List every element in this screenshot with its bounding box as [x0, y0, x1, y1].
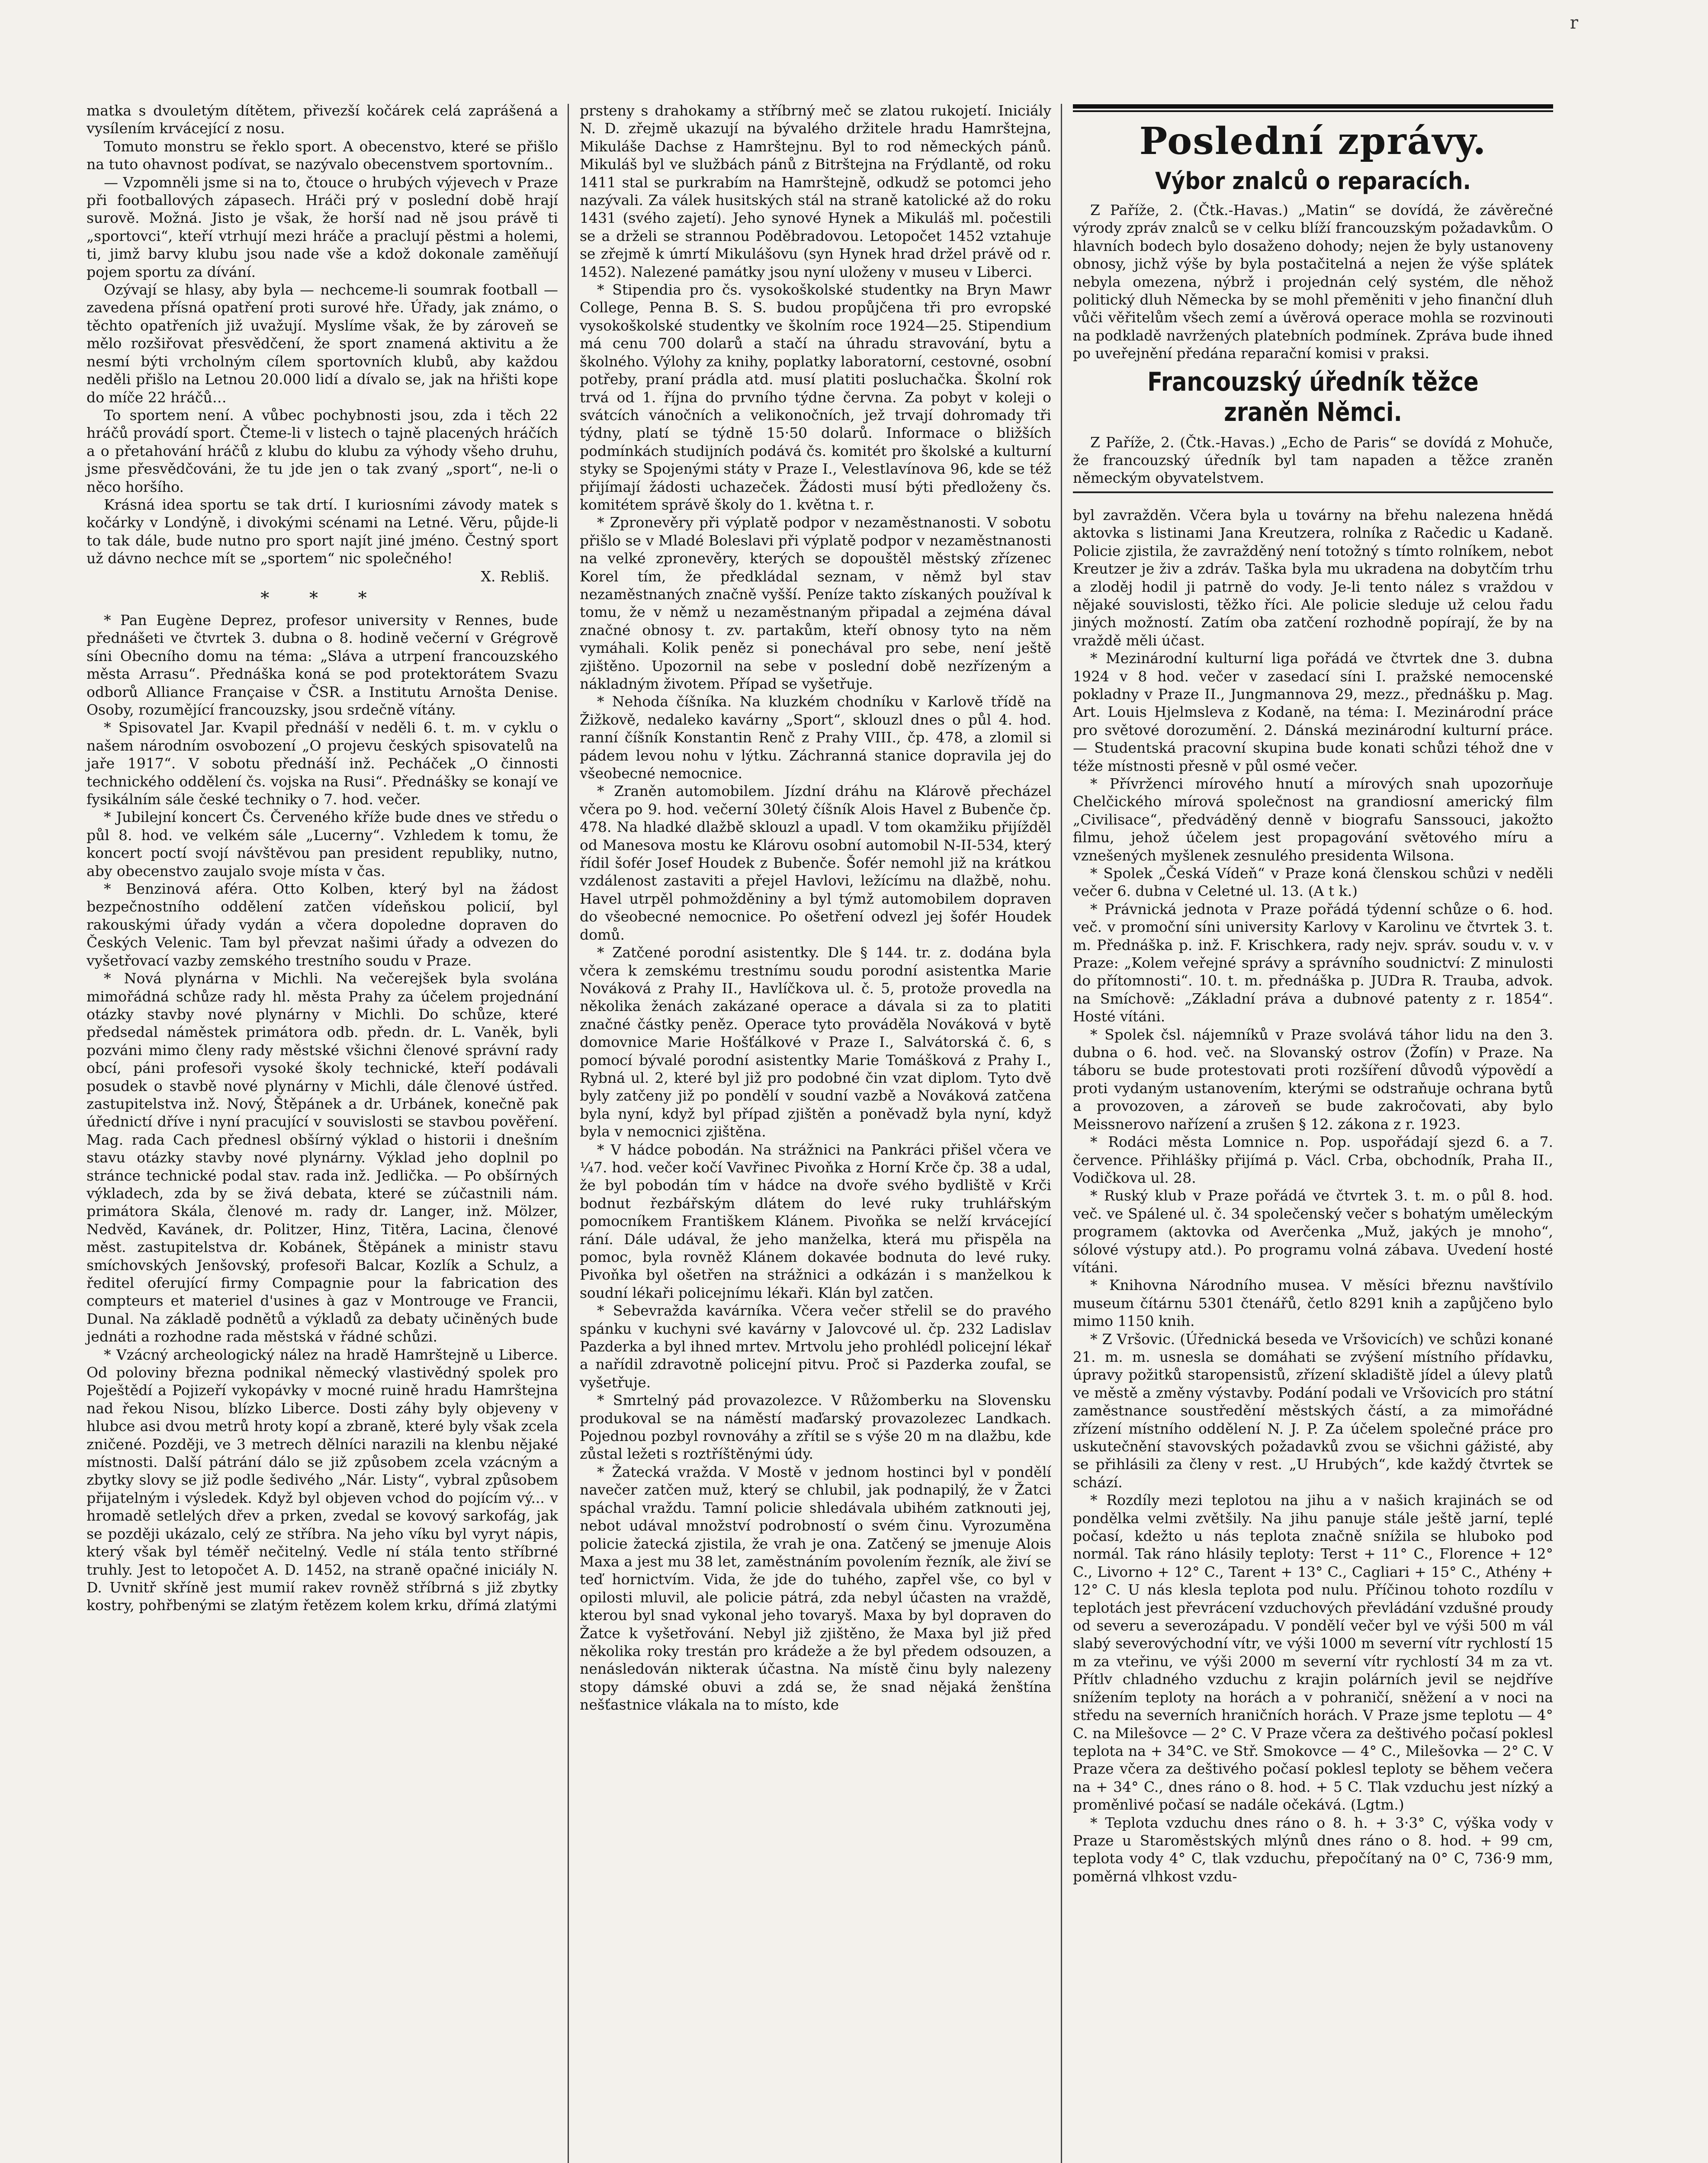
news-item: * Sebevražda kavárníka. Včera večer střelil se do pravého spánku v kuchyni své kavárny v Jalovcové ul. čp. 232 Ladislav Pazderka a byl ihned mrtev. Mrtvolu jeho prohlédl policejní lékař a nařídil zdravotně policejní pitvu. Proč si Pazderka zoufal, se vyšetřuje. — [580, 1302, 1056, 1391]
article-text: — Vzpomněli jsme si na to, čtouce o hrubých výjevech v Praze při footballových zápasech. Hráči prý v poslední době hrají surově. Možná. Jisto je však, že horší nad ně jsou právě ti „sportovci“, kteří vtrhují mezi hráče a praclují pěstmi a holemi, ti, jimž barvy klubu jsou nade vše a kdož dokonale zaměňují pojem sportu za dívání. — [87, 173, 563, 280]
news-item: * Teplota vzduchu dnes ráno o 8. h. + 3·3° C, výška vody v Praze u Staroměstských mlýnů dnes ráno o 8. hod. + 99 cm, teplota vody 4° C, tlak vzduchu, přepočítaný na 0° C, 736·9 mm, poměrná vlhkost vzdu- — [1073, 1814, 1558, 1885]
headline: Výbor znalců o reparacích. — [1155, 167, 1471, 195]
news-item: Z Paříže, 2. (Čtk.-Havas.) „Echo de Paris“ se dovídá z Mohuče, že francouzský úředník byl tam napaden a těžce zraněn německým obyvatelstvem. — [1073, 433, 1558, 487]
headline: Francouzský úředník těžce zraněn Němci. — [1147, 366, 1479, 427]
heavy-rule — [1073, 104, 1553, 109]
asterism-separator: * * * — [260, 588, 384, 608]
news-item: * Vzácný archeologický nález na hradě Hamrštejně u Liberce. Od poloviny března podnikal německý vlastivědný spolek pro Poještědí a Pojizeří vykopávky v mocné ruině hradu Hamrštejna nad řekou Nisou, blízko Liberce. Dosti záhy byly objeveny v hlubce asi dvou metrů hroty kopí a zbraně, které byly však zcela zničené. Později, ve 3 metrech dělníci narazili na klenbu nějaké místnosti. Další pátrání dálo se již způsobem zcela vzácným a zbytky slovy se již podle šedivého „Nár. Listy“, vybral způsobem přijatelným i výsledek. Když byl objeven vchod do pojícím vý... v hromadě setlelých dřev a prken, zvedal se kovový sarkofág, jak se později ukázalo, celý ze stříbra. Na jeho víku byl vyryt nápis, který však byl téměř nečitelný. Vedle ní stála tento stříbrné truhly. Jest to letopočet A. D. 1452, na straně opačné iniciály N. D. Uvnitř skříně jest mumií rakev rovněž stříbrná s již zbytky kostry, pohřbenými se zlatým řetězem kolem krku, dřímá zlatými — [87, 1346, 563, 1614]
article-text: Krásná idea sportu se tak drtí. I kuriosními závody matek s kočárky v Londýně, i divokými scénami na Letné. Věru, půjde-li to tak dále, bude nutno pro sport najít jiné jméno. Čestný sport už dávno nechce mít se „sportem“ nic společného! — [87, 496, 563, 567]
news-item: * Rodáci města Lomnice n. Pop. uspořádají sjezd 6. a 7. července. Přihlášky přijímá p. Václ. Crba, obchodník, Praha II., Vodičkova ul. 28. — [1073, 1133, 1558, 1186]
column-rule-1 — [568, 104, 569, 2163]
news-item: * Nehoda číšníka. Na kluzkém chodníku v Karlově třídě na Žižkově, nedaleko kavárny „Sport“, sklouzl dnes o půl 4. hod. ranní číšník Konstantin Renč z Prahy VIII., čp. 478, a zlomil si pádem levou nohu v lýtku. Záchranná stanice dopravila jej do všeobecné nemocnice. — [580, 693, 1056, 782]
news-item: * Benzinová aféra. Otto Kolben, který byl na žádost bezpečnostního oddělení zatčen vídeňskou policií, byl rakouskými úřady vydán a včera dopoledne dopraven do Českých Velenic. Tam byl převzat našimi úřady a odvezen do vyšetřovací vazby zemského trestního soudu v Praze. — [87, 880, 563, 969]
latest-news-box — [1073, 104, 1558, 493]
news-item: * Knihovna Národního musea. V měsíci březnu navštívilo museum čítárnu 5301 čtenářů, četlo 8291 knih a zapůjčeno bylo mimo 1150 knih. — [1073, 1277, 1558, 1330]
column-3 — [1073, 102, 1558, 2163]
news-item: * Smrtelný pád provazolezce. V Růžomberku na Slovensku produkoval se na náměstí maďarský provazolezec Landkach. Pojednou pozbyl rovnováhy a zřítil se s výše 20 m na dlažbu, kde zůstal ležeti s roztříštěnými údy. — [580, 1392, 1056, 1463]
column-rule-2 — [1061, 104, 1062, 2163]
article-text: matka s dvouletým dítětem, přivezší kočárek celá zaprášená a vysílením krvácející z nosu. — [87, 102, 563, 137]
corner-mark: r — [1570, 13, 1578, 33]
thin-rule — [1073, 110, 1553, 112]
news-item: * Zatčené porodní asistentky. Dle § 144. tr. z. dodána byla včera k zemskému trestnímu soudu porodní asistentka Marie Nováková z Prahy II., Havlíčkova ul. č. 5, protože provedla na několika ženách zakázané operace a dávala si za to platiti značné částky peněz. Operace tyto prováděla Nováková v bytě domovnice Marie Hošťálkové v Praze I., Salvátorská č. 6, s pomocí bývalé porodní asistentky Marie Tomášková z Prahy I., Rybná ul. 2, které byl již pro podobné čin vzat diplom. Tyto dvě byly zatčeny již po pondělí v soudní vazbě a Nováková zatčena byla nyní, když byl případ zjištěn a poněvadž byla nyní, když byla v nemocnici zjištěna. — [580, 944, 1056, 1140]
news-item: * Nová plynárna v Michli. Na večerejšek byla svolána mimořádná schůze rady hl. města Prahy za účelem projednání otázky stavby nové plynárny v Michli. Do schůze, které předsedal náměstek primátora odb. předn. dr. L. Vaněk, byli pozváni mimo členy rady městské všichni členové správní rady obcí, páni profesoři vysoké školy technické, kteří podávali posudek o stavbě nové plynárny v Michli, dále členové ústřed. zastupitelstva inž. Nový, Štěpánek a dr. Urbánek, konečně pak úřednictí dříve i nyní pracující v souvislosti se stavbou pověření. Mag. rada Cach přednesl obšírný výklad o historii i dnešním stavu otázky stavby nové plynárny. Výklad jeho doplnil po stránce technické podal stav. rada inž. Jedlička. — Po obšírných výkladech, zda by se živá debata, které se zúčastnili nám. primátora Skála, členové m. rady dr. Langer, inž. Mölzer, Nedvěd, Kavánek, dr. Politzer, Hinz, Titěra, Lacina, členové měst. zastupitelstva dr. Kobánek, Štěpánek a ministr stavu smíchovských Jenšovský, profesoři Balcar, Kozlík a Schulz, a ředitel oferující firmy Compagnie pour la fabrication des compteurs et materiel d'usines à gaz v Montrouge ve Francii, Dunal. Na základě podnětů a výkladů za debaty učiněných bude jednáti a rozhodne rada městská v řádné schůzi. — [87, 970, 563, 1345]
news-item: * Rozdíly mezi teplotou na jihu a v našich krajinách se od pondělka velmi zvětšily. Na jihu panuje stále ještě jarní, teplé počasí, kdežto u nás teplota značně snížila se hluboko pod normál. Tak ráno hlásily teploty: Terst + 11° C., Florence + 12° C., Livorno + 12° C., Tarent + 13° C., Cagliari + 15° C., Athény + 12° C. U nás klesla teplota pod nulu. Příčinou tohoto rozdílu v teplotách jest převrácení vzduchových převládání vzdušné proudy od severu a severozápadu. V pondělí večer byl ve výši 500 m vál slabý severovýchodní vítr, ve výši 1000 m severní vítr rychlostí 15 m za vteřinu, ve výši 2000 m severní vítr rychlostí 34 m za vt. Přítlv chladného vzduchu z krajin polárních jevil se nejdříve snížením teploty na horách a v pohraničí, sněžení a v noci na středu na severních hraničních horách. V Praze jsme teplotu — 4° C. na Milešovce — 2° C. V Praze včera za deštivého počasí poklesl teplota na + 34°C. ve Stř. Smokovce — 4° C., Milešovka — 2° C. V Praze včera za deštivého počasí poklesl teploty se během večera na + 34° C., dnes ráno o 8. hod. + 5 C. Tlak vzduchu jest nízký a proměnlivé počasí se nadále očekává. (Lgtm.) — [1073, 1492, 1558, 1813]
news-item: * Právnická jednota v Praze pořádá týdenní schůze o 6. hod. več. v promoční síni university Karlovy v Karolinu ve čtvrtek 3. t. m. Přednáška p. inž. F. Krischkera, rady nejv. správ. soudu v. v. v Praze: „Kolem veřejné správy a správního soudnictví: Z minulosti do přítomnosti“. 10. t. m. přednáška p. JUDra R. Trauba, advok. na Smíchově: „Základní práva a dubnové patenty z r. 1854“. Hosté vítáni. — [1073, 900, 1558, 1025]
news-item: byl zavražděn. Včera byla u továrny na břehu nalezena hnědá aktovka s listinami Jana Kreutzera, rolníka z Račedic u Kadaně. Policie zjistila, že zavražděný není totožný s tímto rolníkem, nebot Kreutzer je živ a zdráv. Taška byla mu ukradena na dobytčím trhu a zloděj hodil ji patrně do vody. Je-li tento nález s vraždou v nějaké souvislosti, těžko říci. Ale policie sleduje už celou řadu jiných možností. Zatím oba zatčení rozhodně popírají, že by na vraždě měli účast. — [1073, 506, 1558, 649]
news-item: * V hádce pobodán. Na strážnici na Pankráci přišel včera ve ¼7. hod. večer kočí Vavřinec Pivoňka z Horní Krče čp. 38 a udal, že byl pobodán tím v hádce na dvoře svého bydliště v Krči bodnut řezbářským dlátem do levé ruky truhlářským pomocníkem Františkem Klánem. Pivoňka se nelží krvácející rání. Dále udával, že jeho manželka, která mu přispěla na pomoc, byla rovněž Klánem dokavée bodnuta do levé ruky. Pivoňka byl ošetřen na strážnici a odkázán i s manželkou k soudní lékaři policejnímu lékaři. Klán byl zatčen. — [580, 1141, 1056, 1301]
article-text: To sportem není. A vůbec pochybnosti jsou, zda i těch 22 hráčů provádí sport. Čteme-li v listech o tajně placených hráčích a o přetahování hráčů z klubu do klubu za výhody všeho druhu, jsme přesvědčováni, že tu jde jen o tak zvaný „sport“, ne-li o něco horšího. — [87, 406, 563, 495]
news-item: * Spolek „Česká Vídeň“ v Praze koná členskou schůzi v neděli večer 6. dubna v Celetné ul. 13. (A t k.) — [1073, 865, 1558, 900]
news-item: * Z Vršovic. (Úřednická beseda ve Vršovicích) ve schůzi konané 21. m. m. usnesla se domáhati se zvýšení místního přídavku, úpravy požitků staropensistů, zřízení skladiště jídel a úlevy platů ve městě a změny výstavby. Podání podali ve Vršovicích pro státní zaměstnance soustředění městských částí, a za mimořádné zřízení místního oddělení N. J. P. Za účelem společné práce pro uskutečnění stavovských požadavků zvou se všichni gážisté, aby se přihlásili za členy v rest. „U Hrubých“, kde každý čtvrtek se schází. — [1073, 1330, 1558, 1491]
news-item: * Zpronevěry při výplatě podpor v nezaměstnanosti. V sobotu přišlo se v Mladé Boleslavi při výplatě podpor v nezaměstnanosti na velké zpronevěry, kterých se dopouštěl městský zřízenec Korel tím, že předkládal seznam, v němž byl stav nezaměstnaných značně vyšší. Peníze takto získaných používal k tomu, že v němž u nezaměstnaným připadal a zejména dával značné obnosy t. zv. partakům, kteří obnosy tyto na něm vymáhali. Kolik peněz si ponechával pro sebe, není ještě zjištěno. Upozornil na sebe v poslední době nezřízeným a nákladným životem. Případ se vyšetřuje. — [580, 514, 1056, 692]
news-item: * Ruský klub v Praze pořádá ve čtvrtek 3. t. m. o půl 8. hod. več. ve Spálené ul. č. 34 společenský večer s bohatým uměleckým programem (aktovka od Averčenka „Muž, jakých je mnoho“, sólové výstupy atd.). Po programu volná zábava. Uvedení hosté vítáni. — [1073, 1187, 1558, 1276]
news-item: * Spisovatel Jar. Kvapil přednáší v neděli 6. t. m. v cyklu o našem národním osvobození „O projevu českých spisovatelů na jaře 1917“. V sobotu přednáší inž. Pecháček „O činnosti technického oddělení čs. vojska na Rusi“. Přednášky se konají ve fysikálním sále české techniky o 7. hod. večer. — [87, 719, 563, 808]
news-item: * Mezinárodní kulturní liga pořádá ve čtvrtek dne 3. dubna 1924 v 8 hod. večer v zasedací síni I. pražské nemocenské pokladny v Praze II., Jungmannova 29, mezz., přednášku p. Mag. Art. Louis Hjelmsleva z Kodaně, na téma: I. Mezinárodní práce pro světové dorozumění. 2. Dánská mezinárodní kulturní práce. — Studentská pracovní skupina bude konati schůzi téhož dne v téže místnosti přesně v půl osmé večer. — [1073, 650, 1558, 774]
news-item: * Stipendia pro čs. vysokoškolské studentky na Bryn Mawr College, Penna B. S. S. budou propůjčena tři pro evropské vysokoškolské studentky ve školním roce 1924—25. Stipendium má cenu 700 dolarů a stačí na úhradu stravování, bytu a školného. Výlohy za knihy, poplatky laboratorní, cestovné, osobní potřeby, praní prádla atd. musí platiti posluchačka. Školní rok trvá od 1. října do prvního týdne června. Za pobyt v koleji o svátcích vánočních a velikonočních, jež trvají dohromady tři týdny, platí se týdně 15·50 dolarů. Informace o bližších podmínkách studijních podává čs. komitét pro školské a kulturní styky se Spojenými státy v Praze I., Velestlavínova 96, kde se též přijímají žádosti uchazeček. Žádosti musí býti předloženy čs. komitétem správě školy do 1. května t. r. — [580, 281, 1056, 513]
column-1 — [87, 102, 563, 2163]
news-item: * Jubilejní koncert Čs. Červeného kříže bude dnes ve středu o půl 8. hod. ve velkém sále „Lucerny“. Vzhledem k tomu, že koncert poctí svojí návštěvou pan president republiky, nutno, aby obecenstvo zaujalo svoje místa v čas. — [87, 809, 563, 879]
column-2 — [580, 102, 1056, 2163]
news-item: * Přívrženci mírového hnutí a mírových snah upozorňuje Chelčického mírová společnost na grandiosní americký film „Civilisace“, předváděný denně v biografu Sanssouci, jakožto filmu, jehož účelem jest propagování světového míru a vznešených myšlenek zesnulého presidenta Wilsona. — [1073, 775, 1558, 864]
author-signature: X. Rebliš. — [481, 568, 549, 585]
news-item: prsteny s drahokamy a stříbrný meč se zlatou rukojetí. Iniciály N. D. zřejmě ukazují na bývalého držitele hradu Hamrštejna, Mikuláše Dachse z Hamrštejnu. Byl to rod německých pánů. Mikuláš byl ve službách pánů z Bitrštejna na Frýdlantě, od roku 1411 stal se purkrabím na Hamrštejně, odkudž se potomci jeho nazývali. Za válek husitských stál na straně katolické až do roku 1431 (svého zajetí). Jeho synové Hynek a Mikuláš ml. počestili se a drželi se strannou Poděbradovou. Letopočet 1452 vztahuje se zřejmě k úmrtí Mikulášovu (syn Hynek hrad držel právě od r. 1452). Nalezené památky jsou nyní uloženy v museu v Liberci. — [580, 102, 1056, 280]
news-item: * Spolek čsl. nájemníků v Praze svolává táhor lidu na den 3. dubna o 6. hod. več. na Slovanský ostrov (Žofín) v Praze. Na táboru se bude protestovati proti rozšíření důvodů výpovědí a proti vydaným ustanovením, kterými se odstraňuje ochrana bytů a provozoven, a zároveň se bude zakročovati, aby bylo Meissnerovo nařízení a zrušen § 12. zákona z r. 1923. — [1073, 1026, 1558, 1133]
article-text: Tomuto monstru se řeklo sport. A obecenstvo, které se přišlo na tuto ohavnost podívat, se nazývalo obecenstvem sportovním.. — [87, 138, 563, 173]
news-item: * Žatecká vražda. V Mostě v jednom hostinci byl v pondělí navečer zatčen muž, který se chlubil, jak podnapilý, že v Žatci spáchal vraždu. Tamní policie shledávala ubihém zatknouti jej, nebot udával množství podrobností o svém činu. Vyrozuměna policie žatecká zjistila, že vrah je ona. Zatčený se jmenuje Alois Maxa a jest mu 38 let, zaměstnáním povolením řezník, ale živí se teď hornictvím. Vida, že jde do tuhého, zapřel vše, co byl v opilosti mluvil, ale policie pátrá, zda nebyl účasten na vraždě, kterou byl snad vykonal jeho tovaryš. Maxa by byl dopraven do Žatce k vyšetřování. Nebyl již zjištěno, že Maxa byl již před několika roky trestán pro krádeže a že byl předem odsouzen, a nenásledován nikterak účastna. Na místě činu byly nalezeny stopy dámské obuvi a zdá se, že snad nějaká ženštína nešťastnice vlákala na to místo, kde — [580, 1463, 1056, 1714]
news-item: * Pan Eugène Deprez, profesor university v Rennes, bude přednášeti ve čtvrtek 3. dubna o 8. hodině večerní v Grégrově síni Obecního domu na téma: „Sláva a utrpení francouzského města Arrasu“. Přednáška koná se pod protektorátem Svazu odborů Alliance Française v ČSR. a Institutu Arnošta Denise. Osoby, rozumějící francouzsky, jsou srdečně vítány. — [87, 611, 563, 718]
article-text: Ozývají se hlasy, aby byla — nechceme-li soumrak football — zavedena přísná opatření proti surové hře. Úřady, jak známo, o těchto opatřeních již uvažují. Myslíme však, že by zároveň se mělo rozšiřovat přesvědčení, že sport znamená aktivitu a že nesmí býti vrcholným cílem sportovních klubů, aby každou neděli přišlo na Letnou 20.000 lidí a dívalo se, jak na hřišti kope do míče 22 hráčů… — [87, 281, 563, 406]
section-title: Poslední zprávy. — [1139, 119, 1487, 163]
news-item: Z Paříže, 2. (Čtk.-Havas.) „Matin“ se dovídá, že závěrečné výrody zpráv znalců se v celku blíží francouzským požadavkům. O hlavních bodech bylo dosaženo dohody; nejen že byly ustanoveny obnosy, jichž výše by byla postačitelná a nejen že výše splátek nebyla omezena, nýbrž i projednán celý systém, dle něhož politický dluh Německa by se mohl přeměniti v jeho finanční dluh vůči věřitelům všech zemí a úvěrová operace mohla se rozvinouti na podkladě navržených platebních podmínek. Zpráva bude ihned po uveřejnění předána reparační komisi v praksi. — [1073, 202, 1558, 362]
news-item: * Zraněn automobilem. Jízdní dráhu na Klárově přecházel včera po 9. hod. večerní 30letý číšník Alois Havel z Bubenče čp. 478. Na hladké dlažbě sklouzl a upadl. V tom okamžiku přijížděl od Manesova mostu ke Klárovu osobní automobil N-II-534, který řídil šofér Josef Houdek z Bubenče. Šofér nemohl již na krátkou vzdálenost zastaviti a přejel Havlovi, ležícímu na dlažbě, nohu. Havel utrpěl pohmožděniny a byl týmž automobilem dopraven do všeobecné nemocnice. Po ošetření odvezl jej šofér Houdek domů. — [580, 783, 1056, 943]
